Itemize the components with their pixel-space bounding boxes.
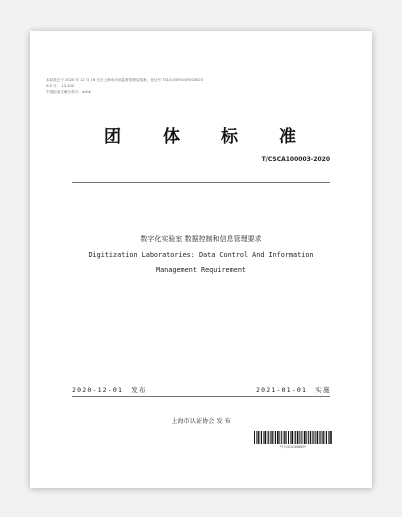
issue-date: 2020-12-01 [72, 386, 124, 394]
bottom-rule [72, 396, 330, 397]
title-char-2: 体 [163, 127, 180, 147]
issue-label: 发布 [131, 386, 147, 394]
classification-number: 中国标准文献分类号：### [46, 90, 91, 94]
chinese-title: 数字化实验室 数据控制和信息管理要求 [140, 235, 262, 243]
implement-date: 2021-01-01 [256, 386, 308, 394]
ics-number: ICS 号： 13.100 [46, 84, 74, 88]
title-char-3: 标 [221, 127, 238, 147]
document-type-title [0, 122, 402, 148]
barcode-number: *T/CSCA100003* [279, 445, 307, 449]
standard-number: T/CSCA100003-2020 [261, 156, 330, 163]
title-char-1: 团 [104, 127, 121, 147]
english-title-line2: Management Requirement [155, 266, 247, 274]
top-rule [72, 182, 330, 183]
implement-label: 实施 [315, 386, 331, 394]
issue-date-block [72, 385, 147, 394]
publisher-line: 上海市认证协会 发 布 [171, 418, 231, 425]
english-title-line1: Digitization Laboratories: Data Control And Information [88, 251, 314, 259]
barcode-icon [254, 431, 332, 444]
filing-note: 本标准已于 2020 年 12 月 16 日在上海市市场监督管理局备案，登记号 T310100Y003F003020 [46, 78, 203, 82]
implement-date-block [256, 385, 331, 394]
title-char-4: 准 [279, 127, 296, 147]
